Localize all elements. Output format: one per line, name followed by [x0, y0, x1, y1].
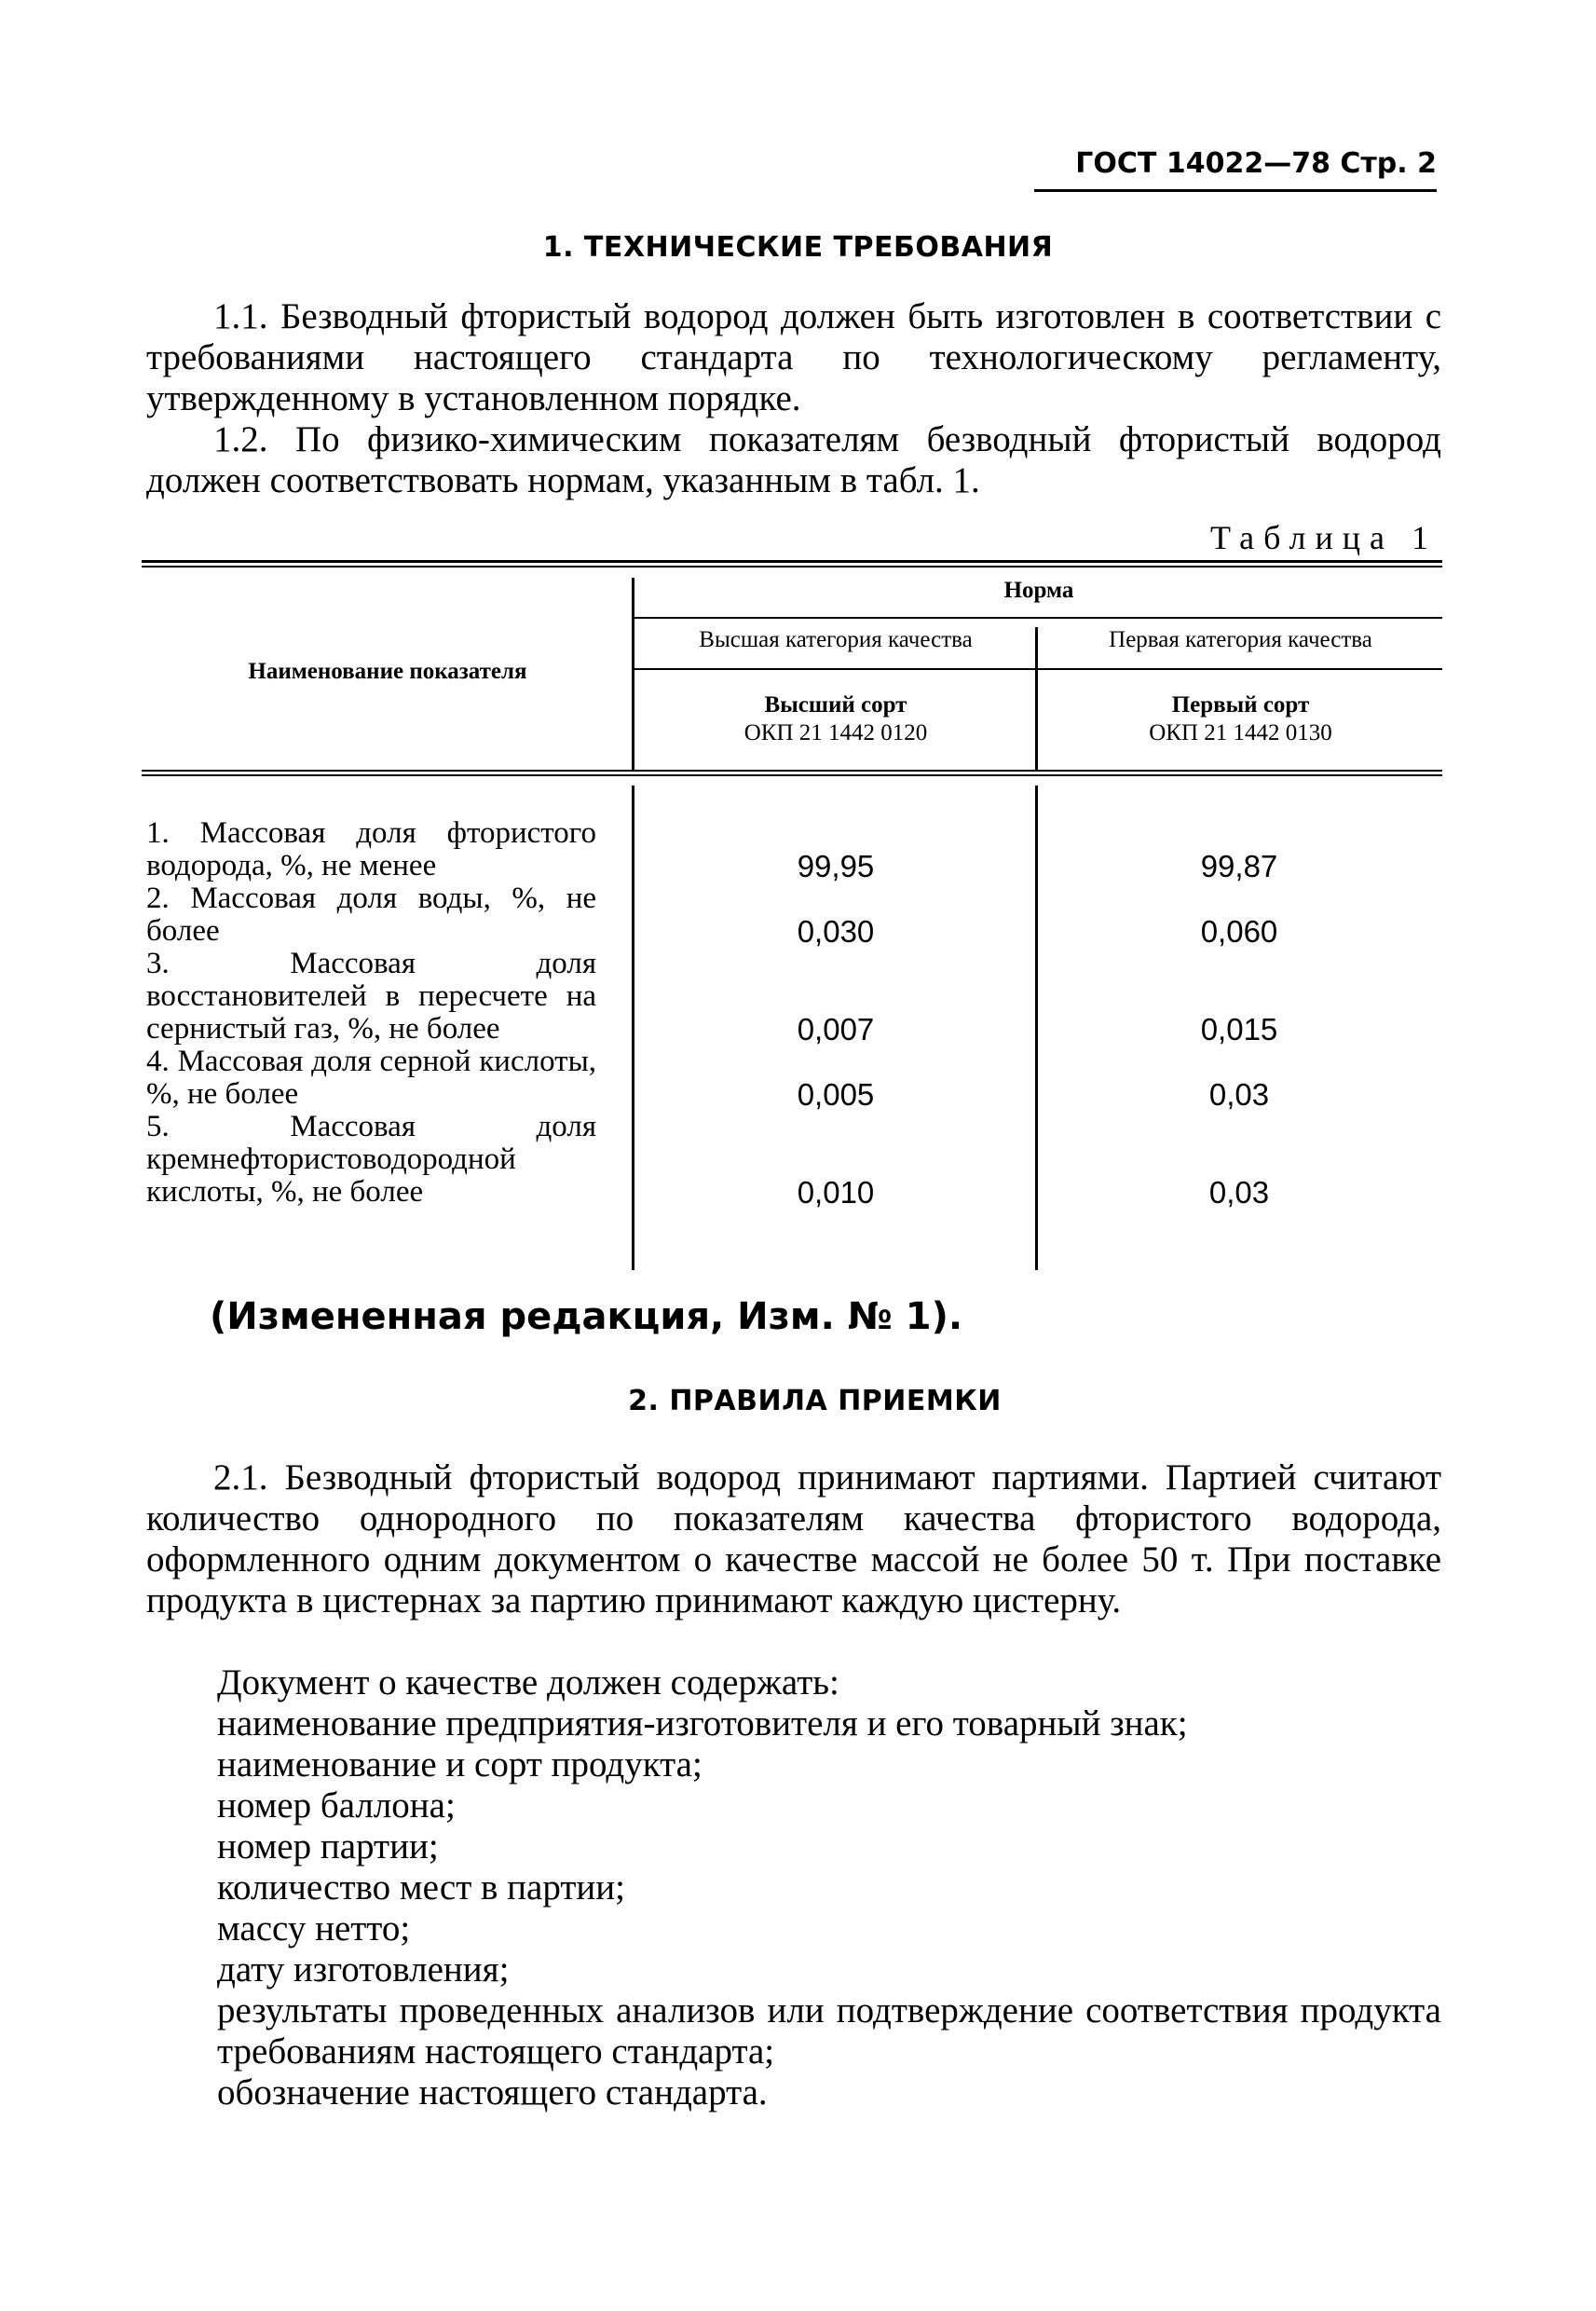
table-row-4-name: 4. Массовая доля серной кислоты, %, не более [146, 1045, 596, 1111]
list-item: наименование предприятия-изготовителя и его товарный знак; [217, 1703, 1188, 1744]
table-norma-rule [634, 617, 1442, 619]
paragraph-1-1: 1.1. Безводный фтористый водород должен быть изготовлен в соответствии с требованиями настоящего стандарта по технологическому регламенту, утвержденному в установленном порядке. [146, 296, 1441, 418]
table-row-2-value-first: 0,060 [1200, 914, 1278, 949]
column-header-name: Наименование показателя [248, 659, 527, 684]
page-header-doc-ref: ГОСТ 14022—78 Стр. 2 [1034, 147, 1437, 192]
okp-high-code: ОКП 21 1442 0120 [743, 720, 928, 745]
table-row-4-value-high: 0,005 [797, 1077, 875, 1112]
table-header-rule [142, 770, 1442, 772]
table-row-3-value-first: 0,015 [1200, 1012, 1278, 1046]
list-item: обозначение настоящего стандарта. [217, 2072, 768, 2113]
okp-first-code: ОКП 21 1442 0130 [1149, 720, 1332, 745]
grade-first-label: Первый сорт [1171, 692, 1310, 718]
paragraph-2-1: 2.1. Безводный фтористый водород принимают партиями. Партией считают количество однородного по показателям качества фтористого водорода, оформленного одним документом о качестве массой не более 50 т. При поставке продукта в цистернах за партию принимают каждую цистерну. [146, 1457, 1441, 1620]
document-contents-intro: Документ о качестве должен содержать: [217, 1662, 839, 1702]
table-row-1-value-high: 99,95 [797, 849, 875, 883]
table-row-3-value-high: 0,007 [797, 1012, 875, 1046]
table-top-rule [142, 560, 1442, 563]
table-row-1-name: 1. Массовая доля фтористого водорода, %, не менее [146, 816, 596, 882]
revision-note: (Измененная редакция, Изм. № 1). [210, 1295, 963, 1338]
list-item: номер партии; [217, 1826, 439, 1867]
table-row-5-value-high: 0,010 [797, 1175, 875, 1210]
table-row-2-name: 2. Массовая доля воды, %, не более [146, 882, 596, 948]
section-1-title: 1. ТЕХНИЧЕСКИЕ ТРЕБОВАНИЯ [542, 231, 1054, 264]
column-header-category-first: Первая категория качества [1109, 627, 1372, 652]
table-row-5-value-first: 0,03 [1208, 1175, 1270, 1210]
table-row-1-value-first: 99,87 [1200, 849, 1278, 883]
table-row-2-value-high: 0,030 [797, 914, 875, 949]
column-header-grade-high [635, 691, 1036, 747]
column-header-norma: Норма [1003, 578, 1074, 603]
table-header-rule-inner [142, 774, 1442, 776]
table-col-divider-1b [632, 786, 634, 1270]
list-item: результаты проведенных анализов или подтверждение соответствия продукта требованиям настоящего стандарта; [217, 1990, 1441, 2072]
table-row-5-name: 5. Массовая доля кремнефтористоводородной кислоты, %, не более [146, 1110, 596, 1209]
section-2-title: 2. ПРАВИЛА ПРИЕМКИ [628, 1385, 1002, 1417]
table-row-4-value-first: 0,03 [1208, 1077, 1270, 1112]
list-item: номер баллона; [217, 1785, 456, 1826]
column-header-grade-first [1039, 691, 1442, 747]
grade-high-label: Высший сорт [764, 692, 907, 718]
table-top-rule-inner [142, 566, 1442, 567]
list-item: количество мест в партии; [217, 1867, 625, 1908]
list-item: массу нетто; [217, 1908, 411, 1949]
paragraph-1-2: 1.2. По физико-химическим показателям безводный фтористый водород должен соответствовать нормам, указанным в табл. 1. [146, 419, 1441, 500]
column-header-category-high: Высшая категория качества [699, 627, 973, 652]
list-item: наименование и сорт продукта; [217, 1744, 703, 1785]
table-caption: Таблица 1 [1210, 519, 1438, 556]
list-item: дату изготовления; [217, 1949, 510, 1990]
table-row-3-name: 3. Массовая доля восстановителей в пересчете на сернистый газ, %, не более [146, 947, 596, 1046]
table-category-rule [634, 668, 1442, 670]
